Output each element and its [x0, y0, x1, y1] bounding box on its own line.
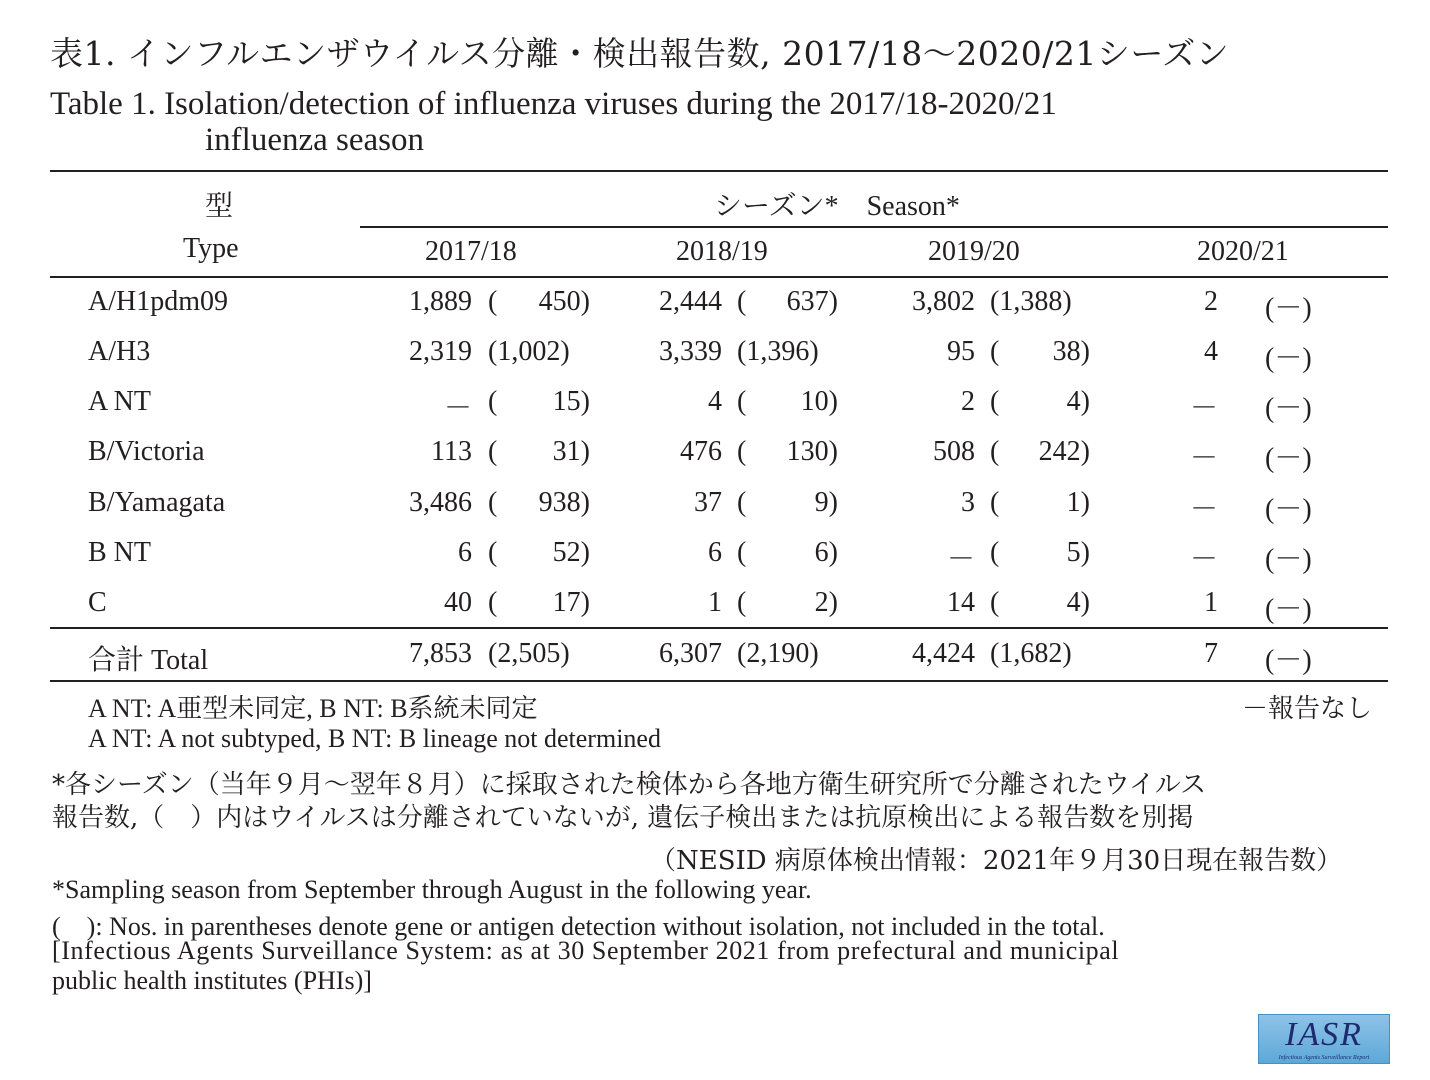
- table-row-detection: (－): [1265, 443, 1312, 474]
- table-row-detection: 938): [538, 487, 590, 518]
- table-row-count: 476: [680, 436, 722, 467]
- table-row-count: 1,889: [409, 286, 472, 317]
- table-row-count: 2: [1204, 286, 1218, 317]
- table-row-count: 1: [1204, 587, 1218, 618]
- table-row-detection: (－): [1265, 494, 1312, 525]
- total-row-count: 7,853: [409, 638, 472, 669]
- table-row-paren-open: (: [488, 587, 498, 618]
- table-row-detection: 637): [786, 286, 838, 317]
- paren-note-en: ( ): Nos. in parentheses denote gene or antigen detection without isolation, not included in the total.: [52, 912, 1105, 941]
- table-row-detection: 15): [552, 386, 590, 417]
- table-row-detection: 9): [814, 487, 838, 518]
- table-row-detection: (－): [1265, 293, 1312, 324]
- title-japanese: 表1. インフルエンザウイルス分離・検出報告数, 2017/18～2020/21シーズン: [50, 34, 1230, 73]
- table-row-detection: 2): [814, 587, 838, 618]
- table-row-detection: 450): [538, 286, 590, 317]
- type-header-ja: 型: [205, 191, 234, 222]
- table-row-detection: 31): [552, 436, 590, 467]
- table-row-paren-open: (: [737, 286, 747, 317]
- table-row-type: C: [88, 587, 107, 618]
- table-row-detection: 10): [800, 386, 838, 417]
- table-row-count: －: [1189, 393, 1218, 424]
- abbr-note-ja: A NT: A亜型未同定, B NT: B系統未同定: [88, 694, 538, 723]
- table-row-paren-open: (: [488, 487, 498, 518]
- table-row-paren-open: (: [488, 386, 498, 417]
- table-row-detection: 6): [814, 537, 838, 568]
- table-row-count: 508: [933, 436, 975, 467]
- table-row-count: 37: [694, 487, 722, 518]
- total-row-type: 合計 Total: [88, 645, 209, 676]
- table-row-type: A NT: [88, 386, 151, 417]
- season-header-2018-19: 2018/19: [676, 236, 768, 267]
- star-note-ja-line1: *各シーズン（当年９月～翌年８月）に採取された検体から各地方衛生研究所で分離されたウイルス: [52, 770, 1207, 800]
- total-row-detection: (1,682): [990, 638, 1072, 669]
- table-row-count: 14: [947, 587, 975, 618]
- season-header: シーズン* Season*: [714, 191, 960, 222]
- table-row-paren-open: (: [990, 386, 1000, 417]
- source-note-en-line2: public health institutes (PHIs)]: [52, 966, 372, 995]
- table-row-count: 95: [947, 336, 975, 367]
- table-row-count: 3,486: [409, 487, 472, 518]
- table-row-paren-open: (: [990, 336, 1000, 367]
- table-row-detection: 130): [786, 436, 838, 467]
- table-row-paren-open: (: [990, 587, 1000, 618]
- table-row-paren-open: (: [488, 286, 498, 317]
- total-row-count: 6,307: [659, 638, 722, 669]
- total-row-detection: (－): [1265, 645, 1312, 676]
- season-header-2020-21: 2020/21: [1197, 236, 1289, 267]
- table-row-type: B NT: [88, 537, 151, 568]
- table-row-paren-open: (: [488, 436, 498, 467]
- table-row-paren-open: (: [737, 487, 747, 518]
- table-row-type: B/Victoria: [88, 436, 205, 467]
- table-top-rule: [50, 170, 1388, 172]
- table-row-count: 4: [1204, 336, 1218, 367]
- table-row-paren-open: (: [737, 436, 747, 467]
- table-row-count: 113: [431, 436, 472, 467]
- table-row-type: A/H1pdm09: [88, 286, 228, 317]
- season-header-2019-20: 2019/20: [928, 236, 1020, 267]
- table-row-detection: (－): [1265, 594, 1312, 625]
- table-row-count: 2,319: [409, 336, 472, 367]
- table-row-paren-open: (: [737, 537, 747, 568]
- title-english-line1: Table 1. Isolation/detection of influenza viruses during the 2017/18-2020/21: [50, 86, 1057, 122]
- table-row-count: －: [1189, 443, 1218, 474]
- source-note-en-line1: [Infectious Agents Surveillance System: as at 30 September 2021 from prefectural and municipal: [52, 936, 1120, 965]
- table-row-count: 6: [458, 537, 472, 568]
- source-note-ja: （NESID 病原体検出情報：2021年９月30日現在報告数）: [650, 846, 1343, 876]
- abbr-note-en: A NT: A not subtyped, B NT: B lineage not determined: [88, 724, 661, 753]
- total-top-rule: [50, 627, 1388, 629]
- table-row-count: 2,444: [659, 286, 722, 317]
- season-sub-rule: [360, 226, 1388, 228]
- table-row-detection: (1,002): [488, 336, 570, 367]
- table-row-count: 4: [708, 386, 722, 417]
- table-row-count: －: [443, 393, 472, 424]
- table-row-count: 6: [708, 537, 722, 568]
- no-report-note: －報告なし: [1242, 694, 1373, 723]
- table-row-detection: (－): [1265, 544, 1312, 575]
- iasr-logo: [1258, 1014, 1390, 1064]
- table-row-type: A/H3: [88, 336, 151, 367]
- table-row-count: －: [946, 544, 975, 575]
- total-row-detection: (2,190): [737, 638, 819, 669]
- table-row-count: 3: [961, 487, 975, 518]
- table-row-detection: (1,388): [990, 286, 1072, 317]
- header-bottom-rule: [50, 276, 1388, 278]
- table-row-count: 3,802: [912, 286, 975, 317]
- table-row-detection: 4): [1066, 587, 1090, 618]
- table-row-detection: (－): [1265, 393, 1312, 424]
- table-row-detection: 4): [1066, 386, 1090, 417]
- table-row-paren-open: (: [990, 436, 1000, 467]
- table-row-detection: 5): [1066, 537, 1090, 568]
- table-row-type: B/Yamagata: [88, 487, 226, 518]
- star-note-en: *Sampling season from September through August in the following year.: [52, 875, 812, 904]
- table-row-count: 2: [961, 386, 975, 417]
- table-row-count: 1: [708, 587, 722, 618]
- title-english-line2: influenza season: [205, 122, 424, 158]
- type-header-en: Type: [183, 233, 239, 264]
- table-row-paren-open: (: [990, 537, 1000, 568]
- table-row-paren-open: (: [990, 487, 1000, 518]
- total-row-detection: (2,505): [488, 638, 570, 669]
- table-row-detection: (－): [1265, 343, 1312, 374]
- table-bottom-rule: [50, 680, 1388, 682]
- iasr-logo-subtext: Infectious Agents Surveillance Report: [1278, 1055, 1370, 1061]
- table-row-paren-open: (: [488, 537, 498, 568]
- season-header-2017-18: 2017/18: [425, 236, 517, 267]
- table-row-paren-open: (: [737, 587, 747, 618]
- table-row-detection: 17): [552, 587, 590, 618]
- table-row-count: －: [1189, 544, 1218, 575]
- table-row-count: 40: [444, 587, 472, 618]
- star-note-ja-line2: 報告数,（ ）内はウイルスは分離されていないが, 遺伝子検出または抗原検出による報告数を別掲: [52, 803, 1194, 833]
- table-row-count: －: [1189, 494, 1218, 525]
- total-row-count: 4,424: [912, 638, 975, 669]
- table-row-detection: 38): [1052, 336, 1090, 367]
- table-row-detection: 1): [1066, 487, 1090, 518]
- table-row-paren-open: (: [737, 386, 747, 417]
- table-row-count: 3,339: [659, 336, 722, 367]
- total-row-count: 7: [1204, 638, 1218, 669]
- table-row-detection: 52): [552, 537, 590, 568]
- iasr-logo-text: IASR: [1285, 1016, 1363, 1053]
- table-row-detection: (1,396): [737, 336, 819, 367]
- table-row-detection: 242): [1038, 436, 1090, 467]
